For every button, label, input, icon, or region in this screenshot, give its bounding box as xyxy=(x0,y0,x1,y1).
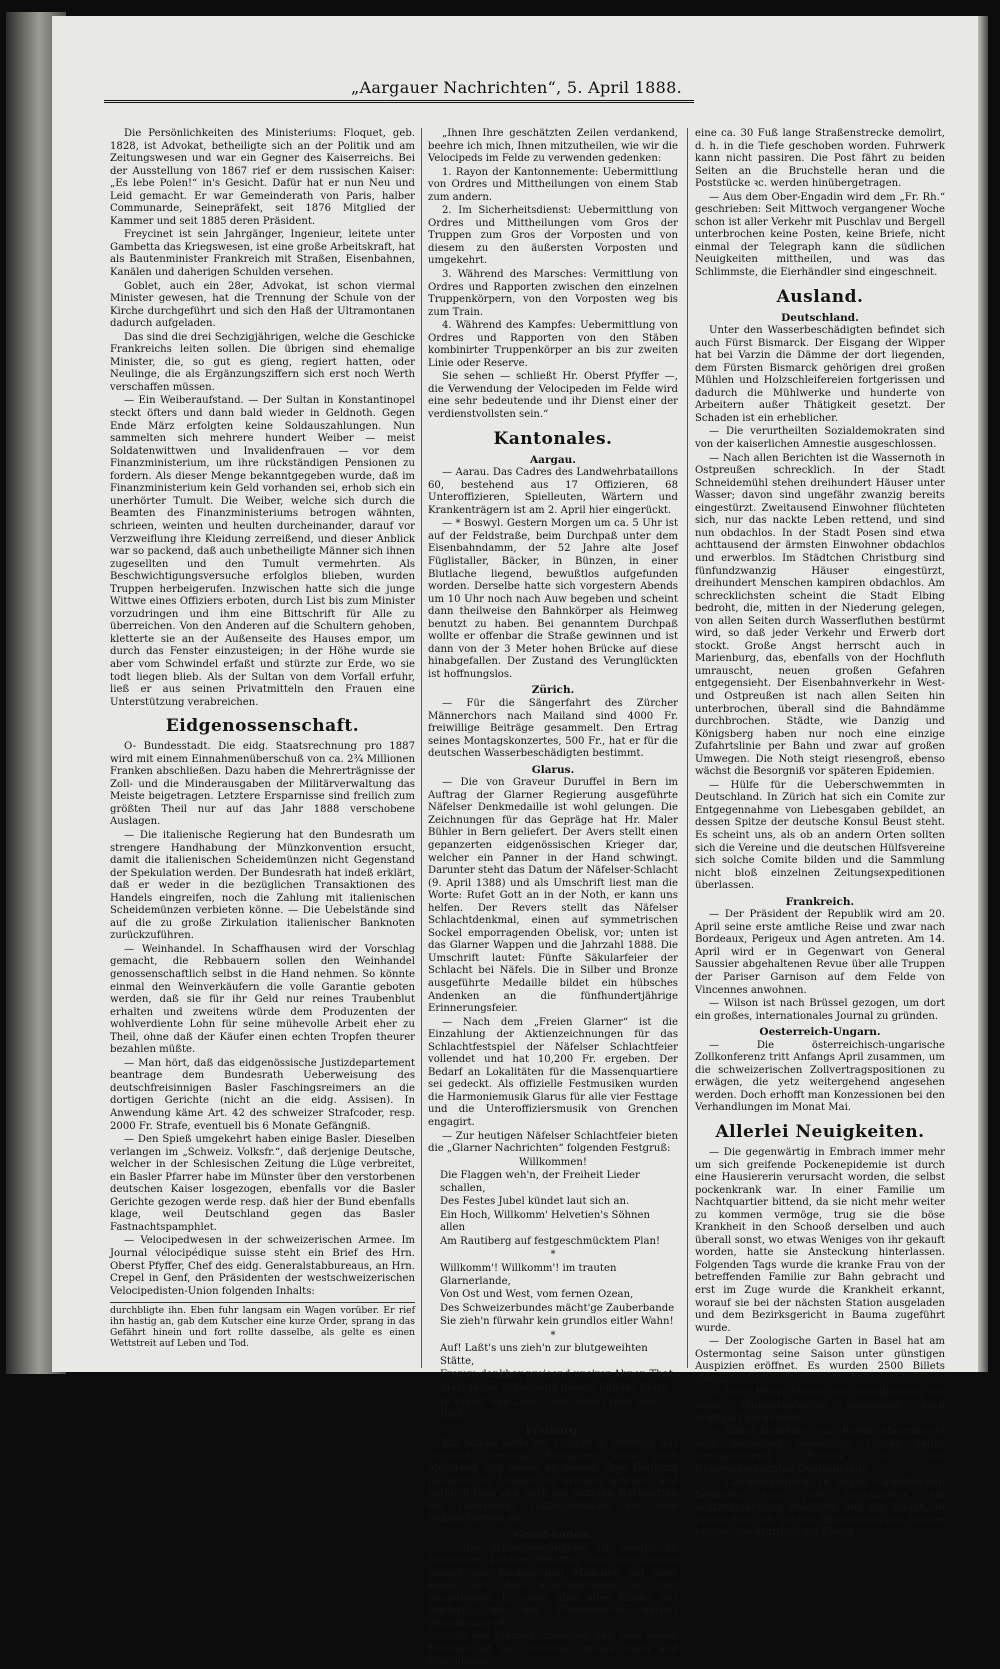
paragraph: Sie sehen — schließt Hr. Oberst Pfyffer —, die Verwendung der Velocipeden im Felde wird eine sehr bedeutende und ihr Dienst einer der verdienstvollsten sein.“ xyxy=(428,371,678,421)
paragraph: „Ihnen Ihre geschätzten Zeilen verdankend, beehre ich mich, Ihnen mitzutheilen, wie wir die Velocipeds im Felde zu verwenden gedenken: xyxy=(428,128,678,165)
column-1 xyxy=(110,128,415,1372)
poem-line: Fromm dankbar preisend uns'rer Ahnen That, xyxy=(440,1369,676,1381)
paragraph: — Die gegenwärtig in Embrach immer mehr um sich greifende Pockenepidemie ist durch eine Hausiererin verursacht worden, die selbst pockenkrank war. In einer Familie um Nachtquartier bittend, da sie nicht mehr weiter zu kommen vermöge, trug sie die böse Krankheit in den Schooß derselben und auch überall sonst, wo etwas Weniges von ihr gekauft worden, hatte sie Ansteckung hinterlassen. Folgenden Tags wurde die kranke Frau von der betreffenden Familie zur Bahn gebracht und erst im Zuge wurde die Krankheit erkannt, worauf sie bei der nächsten Station ausgeladen und dem Bezirksgericht in Bauma zugeführt wurde. xyxy=(695,1147,945,1334)
paragraph: — Die von Graveur Duruffel in Bern im Auftrag der Glarner Regierung ausgeführte Näfelser Denkmedaille ist wohl gelungen. Die Zeichnungen für das Gepräge hat Hr. Maler Bühler in Bern geliefert. Der Avers stellt einen gepanzerten eidgenössischen Krieger dar, welcher ein Panner in der Hand schwingt. Darunter steht das Datum der Näfelser-Schlacht (9. April 1388) und als Umschrift liest man die Worte: Rufet Gott an in der Noth, er kann uns helfen. Der Revers stellt das Näfelser Schlachtdenkmal, einen auf symmetrischen Sockel emporragenden Obelisk, vor; unten ist das Glarner Wappen und die Jahrzahl 1888. Die Umschrift lautet: Fünfte Säkularfeier der Schlacht bei Näfels. Die in Silber und Bronze ausgeführte Medaille bildet ein hübsches Andenken an die fünfhundertjährige Erinnerungsfeier. xyxy=(428,777,678,1015)
poem-line: In Freud' und Leid — mit Gottes Hülf' und Rath! xyxy=(440,1396,657,1421)
paragraph: Goblet, auch ein 28er, Advokat, ist schon viermal Minister gewesen, hat die Trennung der Schule von der Kirche durchgeführt und sich den Haß der Ultramontanen dadurch aufgeladen. xyxy=(110,280,415,330)
column-divider xyxy=(687,128,688,1368)
paragraph: — In der Viamala, zwischen den zwei hohen Brücken ist am Ostertag, infolge Stein und Eisschlages xyxy=(428,1631,678,1668)
subsection-heading: Aargau. xyxy=(530,453,576,466)
verse-separator: * xyxy=(550,1329,556,1341)
poem-line: Von Ost und West, vom fernen Ozean, xyxy=(440,1289,634,1301)
paragraph: Ein Schalk hatte am 1. April in Freiburg das Gerücht, General Boulanger reise nach Montreux und werde an diesem Tage Freiburg passiren, in Umlauf zu bringen gewußt, und wirklich fand sich auch am Sonntag Nachmittag ein zahlreiches Gafferpublikum auf dem Bahnhofperron ein. xyxy=(428,1438,678,1525)
paragraph: — Die österreichisch-ungarische Zollkonferenz tritt Anfangs April zusammen, um die schweizerischen Zollvertragspositionen zu erwägen, die yetz weitergehend angesehen werden. Doch erhofft man Konzessionen bei den Verhandlungen im Monat Mai. xyxy=(695,1039,945,1114)
paragraph: 4. Während des Kampfes: Uebermittlung von Ordres und Rapporten von den Stäben kombinirter Truppenkörper an bis zur zweiten Linie oder Reserve. xyxy=(428,320,678,369)
paragraph: — * Boswyl. Gestern Morgen um ca. 5 Uhr ist auf der Feldstraße, beim Durchpaß unter dem Eisenbahndamm, der 52 Jahre alte Josef Füglistaller, Bäcker, in Bünzen, in einer Blutlache liegend, bewußtlos aufgefunden worden. Derselbe hatte sich vorgestern Abends um 10 Uhr noch nach Auw begeben und scheint dann theilweise den Bahnkörper als Heimweg benutzt zu haben. Bei genanntem Durchpaß wollte er offenbar die Straße gewinnen und ist dann von der 3 Meter hohen Brücke auf diese hinabgefallen. Der Zustand des Verunglückten ist hoffnungslos. xyxy=(428,518,678,680)
paragraph: — Den Spieß umgekehrt haben einige Basler. Dieselben verlangen im „Schweiz. Volksfr.“, daß derjenige Deutsche, welcher in der Schlesischen Zeitung die Lüge verbreitet, ein Basler Pfarrer habe im Münster über den verstorbenen deutschen Kaiser losgezogen, ebenfalls vor die Basler Gerichte gezogen werde resp. daß hier der Bund ebenfalls klage, weil Deutschland gegen das Basler Fastnachtspamphlet. xyxy=(110,1134,415,1233)
paragraph: — Wilson ist nach Brüssel gezogen, um dort ein großes, internationales Journal zu gründen. xyxy=(695,998,945,1022)
paragraph: — Nach allen Berichten ist die Wassernoth in Ostpreußen schrecklich. In der Stadt Schneidemühl stehen dreihundert Häuser unter Wasser; davon sind ungefähr zwanzig bereits eingestürzt. Zweitausend Einwohner flüchteten sich, nur das nackte Leben rettend, und sind nun obdachlos. In der Stadt Posen sind etwa achttausend der ärmsten Einwohner obdachlos und erwerblos. Im Städtchen Christburg sind fünfundzwanzig Häuser eingestürzt, dreihundert Menschen kampiren obdachlos. Am schrecklichsten scheint die Stadt Elbing bedroht, die, mitten in der Niederung gelegen, von allen Seiten durch Wasserfluthen bestürmt wird, so daß jeder Verkehr und Erwerb dort stockt. Große Angst herrscht auch in Marienburg, das, ebenfalls von der Hochfluth umrauscht, neuen großen Gefahren entgegensieht. Der Eisenbahnverkehr in West- und Ostpreußen ist nach allen Seiten hin unterbrochen, überall sind die Bahndämme durchbrochen. Städte, wie Danzig und Königsberg haben nur noch eine einzige Zufahrtslinie per Bahn und zwar auf großen Umwegen. Die Noth steigt riesengroß, ebenso wächst die Besorgniß vor späteren Epidemien. xyxy=(695,452,945,778)
section-heading: Allerlei Neuigkeiten. xyxy=(715,1122,925,1143)
paragraph: — Aus dem Ober-Engadin wird dem „Fr. Rh.“ geschrieben: Seit Mittwoch vergangener Woche schon ist aller Verkehr mit Puschlav und Bergell unterbrochen keine Posten, keine Briefe, nicht einmal der Telegraph kann die südlichen Neuigkeiten mittheilen, und was das Schlimmste, die Eierhändler sind eingeschneit. xyxy=(695,191,945,279)
subsection-heading: Zürich. xyxy=(531,684,575,697)
verse-separator: * xyxy=(550,1249,556,1261)
section-heading: Ausland. xyxy=(776,286,864,307)
paragraph: — Zur heutigen Näfelser Schlachtfeier bieten die „Glarner Nachrichten“ folgenden Festgruß: xyxy=(428,1130,678,1155)
paragraph: — Die italienische Regierung hat den Bundesrath um strengere Handhabung der Münzkonvention ersucht, damit die italienischen Scheidemünzen nicht Gegenstand der Spekulation werden. Der Bundesrath hat indeß erklärt, daß er weder in die bezüglichen Transaktionen des Handels eingreifen, noch die Zahlung mit italienischen Scheidemünzen verbieten könne. — Die Uebelstände sind auf die zu große Zirkulation italienischer Banknoten zurückzuführen. xyxy=(110,829,415,942)
poem-line: Des Schweizerbundes mächt'ge Zauberbande xyxy=(440,1302,675,1314)
paragraph: O- Bundesstadt. Die eidg. Staatsrechnung pro 1887 wird mit einem Einnahmenüberschuß von ca. 2¾ Millionen Franken abschließen. Dazu haben die Mehrerträgnisse der Zoll- und die Minderausgaben der Militärverwaltung das Meiste beigetragen. Letztere Ersparnisse sind freilich zum größten Theil nur auf das Jahr 1888 verschobene Auslagen. xyxy=(110,741,415,828)
paragraph: — Weinhandel. In Schaffhausen wird der Vorschlag gemacht, die Rebbauern sollen den Weinhandel genossenschaftlich selbst in die Hand nehmen. So könnte einmal den Weinverkäufern die volle Garantie geboten werden, daß sie für ihr Geld nur reines Traubenblut erhalten und zweitens würde dem Produzenten der wohlverdiente Lohn für seine mühevolle Arbeit eher zu Theil, ohne daß der Käufer einen echten Tropfen theurer bezahlen müßte. xyxy=(110,943,415,1056)
poem-line: Auf! Laßt's uns zieh'n zur blutgeweihten Stätte, xyxy=(440,1343,648,1367)
subsection-heading: Deutschland. xyxy=(781,311,859,324)
page-edge xyxy=(978,16,988,1372)
poem-line: Willkomm'! Willkomm'! im trauten Glarnerlande, xyxy=(440,1263,617,1287)
column-divider xyxy=(421,128,422,1368)
header-rule xyxy=(104,100,694,106)
paragraph: — Lawinenunglück. In Soglio (Graubünden) befanden sich zwei Geschwister, ein achtzehnjähriges Mädchen und ein Knabe, in einem Stall, als sie das Herannahen der Lawine hörten. Sie ergriffen die Flucht. xyxy=(695,1477,945,1539)
paragraph: — Nach dem „Freien Glarner“ ist die Einzahlung der Aktienzeichnungen für das Schlachtfestspiel der Näfelser Schlachtfeier vollendet und hat 10,200 Fr. ergeben. Der Bedarf an Lokalitäten für die Massenquartiere sei gedeckt. Als offizielle Festmusiken wurden die Harmoniemusik Glarus für alle vier Festtage und die Unteroffiziersmusik von Grenchen engagirt. xyxy=(428,1016,678,1129)
paragraph: — Aarau. Das Cadres des Landwehrbataillons 60, bestehend aus 17 Offizieren, 68 Unteroffizieren, Spielleuten, Wärtern und Krankenträgern ist am 2. April hier eingerückt. xyxy=(428,467,678,516)
paragraph: — Der Zoologische Garten in Basel hat am Ostermontag seine Saison unter günstigen Auspizien eröffnet. Es wurden 2500 Billets gelöst. xyxy=(695,1336,945,1385)
paragraph: 3. Während des Marsches: Vermittlung von Ordres und Rapporten zwischen den einzelnen Truppenkörpern, von den Vorposten weg bis zum Train. xyxy=(428,269,678,318)
paragraph: — Die verurtheilten Sozialdemokraten sind von der kaiserlichen Amnestie ausgeschlossen. xyxy=(695,426,945,451)
paragraph: — Ein Weiberaufstand. — Der Sultan in Konstantinopel steckt öfters und dann bald wieder in Geldnoth. Gegen Ende März erfolgten keine Soldauszahlungen. Nun sammelten sich mehrere hundert Weiber — meist Soldatenwittwen und Invalidenfrauen — vor dem Finanzministerium, um ihre rückständigen Pensionen zu fordern. Als dieser Menge bekanntgegeben wurde, daß im Finanzministerium kein Geld vorhanden sei, erhob sich ein unerhörter Tumult. Die Weiber, welche sich durch die Beamten des Finanzministeriums betrogen wähnten, schrieen, weinten und heulten durcheinander, darauf vor Verzweiflung ihre Kleidung zerreißend, und dieser Anblick war so packend, daß auch unbetheiligte Männer sich ihnen zugesellten und den Tumult vermehrten. Als Beschwichtigungsversuche erfolglos blieben, wurden Truppen herbeigerufen. Inzwischen hatte sich die junge Wittwe eines Offiziers erboten, durch List bis zum Minister vorzudringen und ihm eine Bittschrift für Alle zu überreichen. Von den Anderen auf die Schultern gehoben, kletterte sie an der Außenseite des Hauses empor, um durch das Fenster einzusteigen; in der Höhe wurde sie aber vom Schwindel erfaßt und stürzte zur Erde, wo sie todt liegen blieb. Als der Sultan von dem Vorfall erfuhr, ließ er aus seinen Privatmitteln den Frauen eine Unterstützung verabreichen. xyxy=(110,395,415,708)
page-header xyxy=(104,78,694,102)
paragraph: — Velocipedwesen in der schweizerischen Armee. Im Journal vélocipédique suisse steht ein Brief des Hrn. Oberst Pfyffer, Chef des eidg. Generalstabbureaus, an Hrn. Crepel in Genf, den Präsidenten der westschweizerischen Velocipedisten-Union folgenden Inhalts: xyxy=(110,1235,415,1297)
subsection-heading: Oesterreich-Ungarn. xyxy=(759,1026,881,1039)
paragraph: — Die Schwabengängerei ist wieder im Schwunge. Letzten Dienstag sind eine schöne Anzahl von Knaben und Mädchen auf ihrer Reise nach dem Schwabenlande in Chur eingetroffen. Es seien aber alles Kinder aus Dörfern, wo die Winterschule bereits geschlossen ist. xyxy=(428,1542,678,1629)
paragraph: Unter den Wasserbeschädigten befindet sich auch Fürst Bismarck. Der Eisgang der Wipper hat bei Varzin die Dämme der dort liegenden, dem Fürsten Bismarck gehörigen drei großen Mühlen und Holzschleifereien fortgerissen und dadurch die Mühlwerke und hunderte von Arbeitern außer Thätigkeit gesetzt. Der Schaden ist ein erheblicher. xyxy=(695,325,945,424)
paragraph: 1. Rayon der Kantonnemente: Uebermittlung von Ordres und Mittheilungen von einem Stab zum andern. xyxy=(428,166,678,203)
paragraph: 2. Im Sicherheitsdienst: Uebermittlung von Ordres und Mittheilungen vom Gros der Truppen zum Gros der Vorposten und von diesem zu den äußersten Vorposten und umgekehrt. xyxy=(428,205,678,267)
poem-line: Des Festes Jubel kündet laut sich an. xyxy=(440,1196,630,1208)
paragraph: eine ca. 30 Fuß lange Straßenstrecke demolirt, d. h. in die Tiefe geschoben worden. Fuhrwerk kann nicht passiren. Die Post fährt zu beiden Seiten an die Bruchstelle heran und die Poststücke ꝛc. werden hinübergetragen. xyxy=(695,128,945,190)
subsection-heading: Freiburg. xyxy=(525,1424,581,1437)
section-heading: Kantonales. xyxy=(493,428,613,449)
subsection-heading: Graubünden. xyxy=(514,1528,592,1541)
poem-line: Am Rautiberg auf festgeschmücktem Plan! xyxy=(440,1235,661,1247)
poem-line: Stets fester schließend unsers Bundes Kette, xyxy=(440,1382,671,1394)
subsection-heading: Frankreich. xyxy=(785,895,855,908)
column-3 xyxy=(695,128,945,1539)
paragraph: — Hülfe für die Ueberschwemmten in Deutschland. In Zürich hat sich ein Comite zur Entgegennahme von Liebesgaben gebildet, an dessen Spitze der deutsche Konsul Beust steht. Es scheint uns, als ob an andern Orten sollten sich die Vereine und die deutschen Hülfsvereine sich solche Comite bilden und die Sammlung nicht bloß einzelnen Zeitungsexpeditionen überlassen. xyxy=(695,779,945,892)
paragraph: Das sind die drei Sechzigjährigen, welche die Geschicke Frankreichs leiten sollen. Die übrigen sind ehemalige Minister, die, so gut es gieng, regiert hatten, oder Neulinge, die als Ergänzungsziffern sich erst noch Werth verschaffen müssen. xyxy=(110,331,415,393)
paragraph: — Man hört, daß das eidgenössische Justizdepartement beantrage dem Bundesrath Ueberweisung des deutschfreisinnigen Basler Faschingsreimers an die dortigen Gerichte (nicht an die eidg. Assisen). In Anwendung käme Art. 42 des schweizer Strafcoder, resp. 2000 Fr. Strafe, eventuell bis 6 Monate Gefängniß. xyxy=(110,1057,415,1132)
paragraph: — Der Präsident der Republik wird am 20. April seine erste amtliche Reise und zwar nach Bordeaux, Perigeux und Agen antreten. Am 14. April wird er in Gegenwart von General Saussier abgehaltenen Revue über alle Truppen der Pariser Garnison auf dem Felde von Vincennes anwohnen. xyxy=(695,909,945,996)
section-heading: Eidgenossenschaft. xyxy=(165,716,360,737)
poem-line: Ein Hoch, Willkomm' Helvetien's Söhnen allen xyxy=(440,1209,651,1234)
column-2 xyxy=(428,128,678,1668)
poem-title: Willkommen! xyxy=(519,1156,587,1168)
poem-line: Die Flaggen weh'n, der Freiheit Lieder schallen, xyxy=(440,1170,640,1194)
paragraph: — Herr Henri Moser von Schaffhausen hat seine ethnographische Sammlung nach Stuttgart ausgestellt. xyxy=(695,1387,945,1424)
paragraph: — König Humberto von Italien übermittelte dem deutschen Gesandten, Grafen Solms vierzigtausend Francs an die Ueberschwemmten Deutschlands. xyxy=(695,1426,945,1475)
subsection-heading: Glarus. xyxy=(531,763,575,776)
poem-line: Sie zieh'n fürwahr kein grundlos eitler Wahn! xyxy=(440,1316,674,1328)
paragraph: Die Persönlichkeiten des Ministeriums: Floquet, geb. 1828, ist Advokat, betheiligte sich an der Politik und am Zeitungswesen und war ein Gegner des Kaiserreichs. Bei der Ausstellung von 1867 rief er dem russischen Kaiser: „Es lebe Polen!“ in's Gesicht. Dafür hat er nun Neu und Leid gemacht. Er war Gemeinderath von Paris, halber Communarde, Seinepräfekt, seit 1876 Mitglied der Kammer und seit 1885 deren Präsident. xyxy=(110,128,415,227)
header-title: „Aargauer Nachrichten“, 5. April 1888. xyxy=(350,78,682,97)
paragraph: — Für die Sängerfahrt des Zürcher Männerchors nach Mailand sind 4000 Fr. freiwillige Beiträge gesammelt. Den Ertrag seines Montagskonzertes, 500 Fr., hat er für die deutschen Wasserbeschädigten bestimmt. xyxy=(428,697,678,760)
feuilleton-footer: durchbligte ihn. Eben fuhr langsam ein Wagen vorüber. Er rief ihn hastig an, gab dem Kutscher eine kurze Order, sprang in das Gefährt hinein und fort rollte dasselbe, als gelte es einen Wettstreit auf Leben und Tod. xyxy=(110,1302,415,1349)
paragraph: Freycinet ist sein Jahrgänger, Ingenieur, leitete unter Gambetta das Kriegswesen, ist eine große Arbeitskraft, hat als Bautenminister Frankreich mit Straßen, Eisenbahnen, Kanälen und daherigen Schulden versehen. xyxy=(110,229,415,279)
